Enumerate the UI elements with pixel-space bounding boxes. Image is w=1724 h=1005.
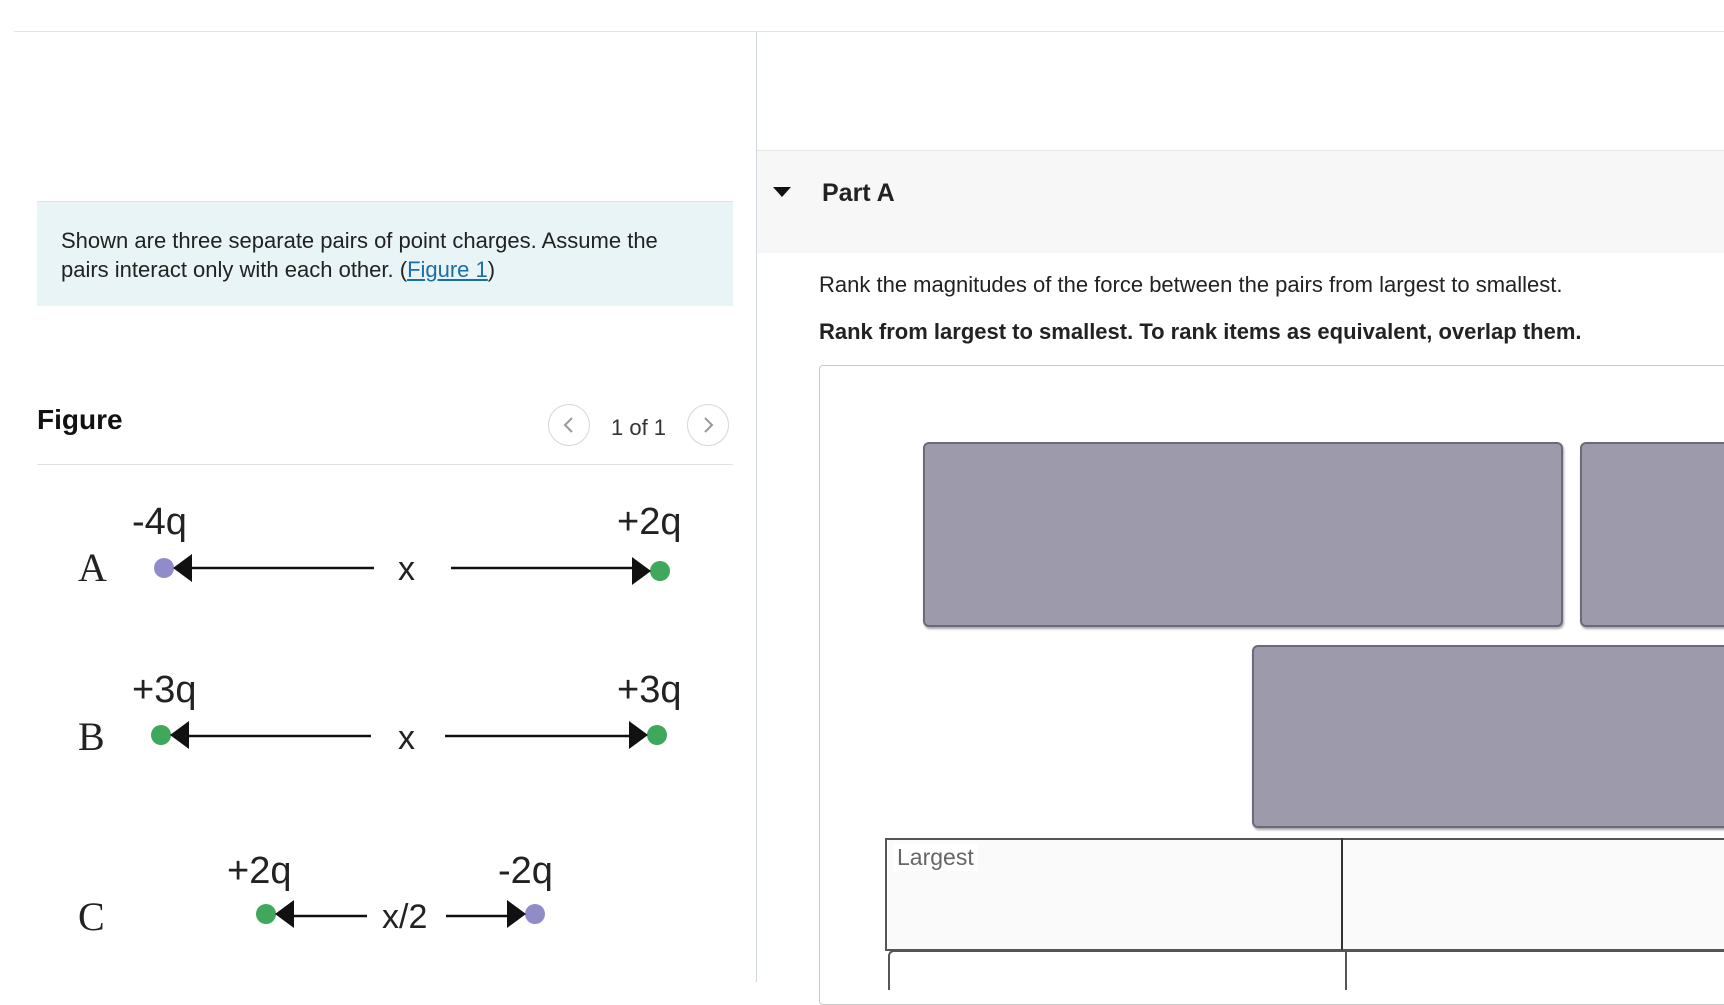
charge-a-right: +2q (617, 501, 682, 543)
figure-link[interactable]: Figure 1 (407, 257, 488, 282)
collapse-caret-icon[interactable] (771, 185, 793, 199)
largest-label: Largest (893, 844, 978, 871)
force-arrow-a-right (632, 557, 651, 585)
intro-text: Shown are three separate pairs of point charges. Assume the pairs interact only with each other. ( (61, 228, 658, 282)
charge-a-left: -4q (132, 501, 187, 543)
charge-dot-c-right (525, 904, 545, 924)
figure-pager (548, 404, 734, 448)
part-title: Part A (822, 179, 895, 207)
previous-figure-button[interactable] (548, 404, 590, 446)
distance-c: x/2 (382, 898, 428, 936)
charge-dot-b-left (151, 725, 171, 745)
draggable-item-1[interactable] (923, 442, 1563, 627)
force-arrow-c-left (275, 900, 294, 928)
problem-intro (37, 201, 733, 306)
chevron-right-icon (701, 415, 715, 435)
ranking-drop-zone-lower[interactable] (888, 950, 1724, 990)
charge-b-right: +3q (617, 669, 682, 711)
part-a-header[interactable] (757, 150, 1724, 253)
ranking-instruction: Rank from largest to smallest. To rank items as equivalent, overlap them. (819, 319, 1582, 344)
point-charges-figure (37, 470, 733, 982)
question-text: Rank the magnitudes of the force between the pairs from largest to smallest. (819, 272, 1563, 297)
force-arrow-c-right (507, 900, 526, 928)
charge-dot-a-right (650, 561, 670, 581)
charge-dot-a-left (154, 558, 174, 578)
row-label-b: B (78, 714, 105, 759)
row-label-c: C (78, 894, 105, 939)
ranking-drop-zone[interactable] (885, 838, 1724, 951)
draggable-item-2[interactable] (1580, 442, 1724, 627)
charge-b-left: +3q (132, 669, 197, 711)
top-border (14, 31, 1724, 32)
rank-slot-divider (1341, 838, 1343, 951)
draggable-item-3[interactable] (1252, 645, 1724, 828)
charge-c-right: -2q (498, 850, 553, 892)
next-figure-button[interactable] (687, 404, 729, 446)
row-label-a: A (78, 545, 107, 590)
charge-c-left: +2q (227, 850, 292, 892)
figure-counter: 1 of 1 (611, 415, 667, 440)
intro-close: ) (487, 257, 496, 282)
figure-title: Figure (37, 404, 123, 435)
distance-a: x (398, 550, 415, 588)
rank-slot-divider-lower (1345, 950, 1347, 990)
charge-dot-b-right (647, 725, 667, 745)
figure-divider (37, 464, 733, 465)
distance-b: x (398, 719, 415, 757)
charge-dot-c-left (256, 904, 276, 924)
chevron-left-icon (562, 415, 576, 435)
